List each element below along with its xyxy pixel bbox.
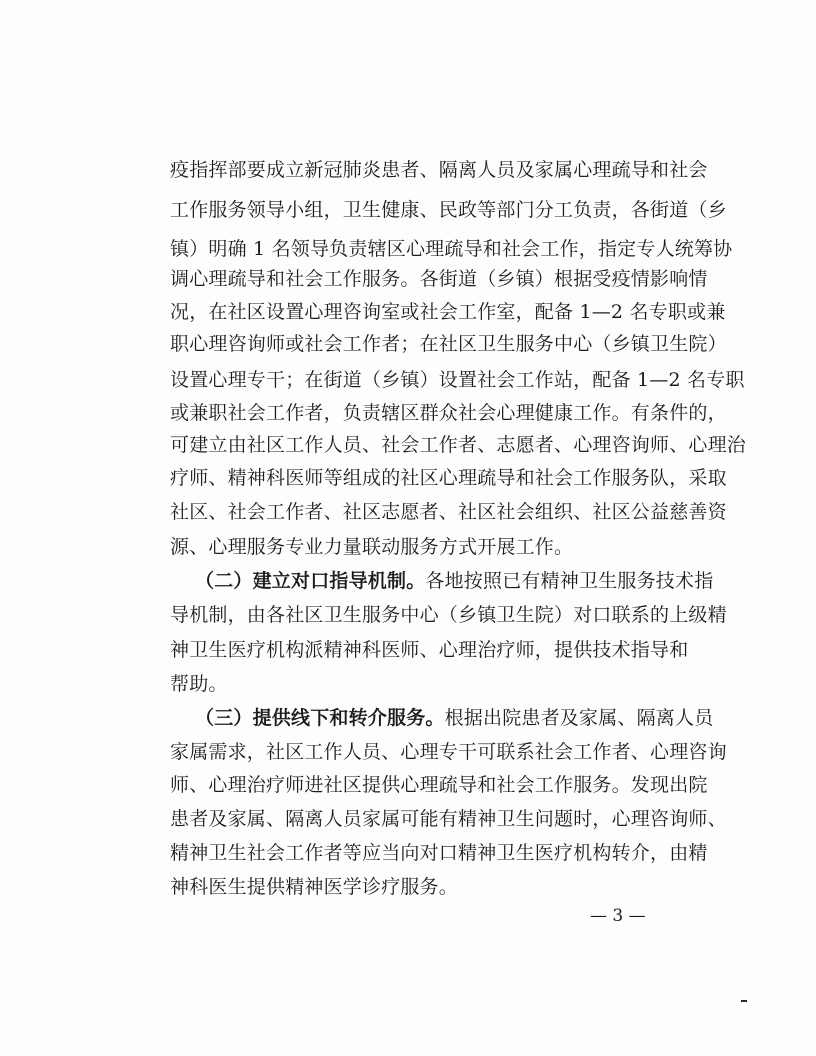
body-text-line: 疗师、精神科医师等组成的社区心理疏导和社会工作服务队，采取 bbox=[170, 467, 727, 489]
body-text-line: 疫指挥部要成立新冠肺炎患者、隔离人员及家属心理疏导和社会 bbox=[170, 159, 708, 181]
section-2-first-line bbox=[195, 568, 714, 594]
section-2-text: 各地按照已有精神卫生服务技术指 bbox=[425, 570, 714, 592]
body-text-line: 患者及家属、隔离人员家属可能有精神卫生问题时，心理咨询师、 bbox=[170, 808, 727, 830]
body-text-line: 职心理咨询师或社会工作者；在社区卫生服务中心（乡镇卫生院） bbox=[170, 333, 727, 355]
body-text-line: 可建立由社区工作人员、社会工作者、志愿者、心理咨询师、心理治 bbox=[170, 434, 747, 456]
body-text-line: 导机制，由各社区卫生服务中心（乡镇卫生院）对口联系的上级精 bbox=[170, 604, 727, 626]
page-number: — 3 — bbox=[590, 906, 646, 926]
body-text-line: 精神卫生社会工作者等应当向对口精神卫生医疗机构转介，由精 bbox=[170, 842, 708, 864]
body-text-line: 家属需求，社区工作人员、心理专干可联系社会工作者、心理咨询 bbox=[170, 741, 727, 763]
section-2-heading: （二）建立对口指导机制。 bbox=[195, 570, 426, 592]
body-text-line: 镇）明确 1 名领导负责辖区心理疏导和社会工作，指定专人统筹协 bbox=[170, 238, 733, 260]
section-3-text: 根据出院患者及家属、隔离人员 bbox=[444, 707, 714, 729]
section-3-heading: （三）提供线下和转介服务。 bbox=[195, 707, 445, 729]
body-text-line: 或兼职社会工作者，负责辖区群众社会心理健康工作。有条件的， bbox=[170, 402, 727, 424]
section-3-first-line bbox=[195, 705, 714, 731]
body-text-line: 师、心理治疗师进社区提供心理疏导和社会工作服务。发现出院 bbox=[170, 774, 708, 796]
body-text-line: 帮助。 bbox=[170, 673, 228, 695]
body-text-line: 况，在社区设置心理咨询室或社会工作室，配备 1—2 名专职或兼 bbox=[170, 301, 726, 323]
body-text-line: 工作服务领导小组，卫生健康、民政等部门分工负责，各街道（乡 bbox=[170, 199, 727, 221]
body-text-line: 神卫生医疗机构派精神科医师、心理治疗师，提供技术指导和 bbox=[170, 639, 689, 661]
body-text-line: 调心理疏导和社会工作服务。各街道（乡镇）根据受疫情影响情 bbox=[170, 268, 708, 290]
body-text-line: 源、心理服务专业力量联动服务方式开展工作。 bbox=[170, 536, 574, 558]
body-text-line: 设置心理专干；在街道（乡镇）设置社会工作站，配备 1—2 名专职 bbox=[170, 369, 745, 391]
body-text-line: 社区、社会工作者、社区志愿者、社区社会组织、社区公益慈善资 bbox=[170, 501, 727, 523]
scan-mark bbox=[741, 1000, 747, 1002]
body-text-line: 神科医生提供精神医学诊疗服务。 bbox=[170, 876, 459, 898]
